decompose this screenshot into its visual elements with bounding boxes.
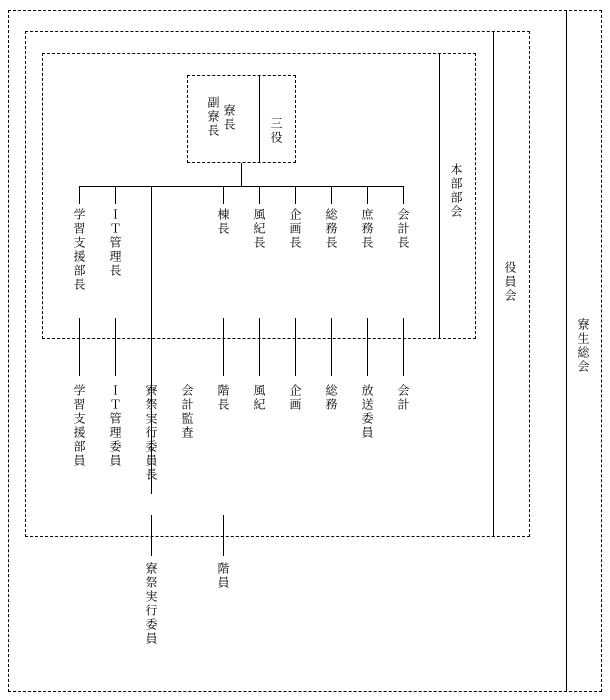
drop-planning: [295, 186, 296, 204]
hq-member: 会計長: [396, 208, 410, 250]
floor-member: 階員: [216, 562, 230, 590]
dorm-leader-label: 寮長: [222, 104, 236, 132]
officer: ＩＴ管理委員: [108, 384, 122, 468]
general-assembly-label: 寮生総会: [576, 318, 590, 374]
link-festival-member: [151, 515, 152, 556]
drop-general: [331, 186, 332, 204]
branch-bar: [79, 186, 403, 187]
officer: 風紀: [252, 384, 266, 412]
officer: 寮祭実行委員長: [144, 384, 158, 482]
link-general: [331, 318, 332, 376]
hq-member: 企画長: [288, 208, 302, 250]
hq-member: 学習支援部長: [72, 208, 86, 292]
link-it: [115, 318, 116, 376]
drop-accounting: [403, 186, 404, 204]
link-study: [79, 318, 80, 376]
hq-meeting-divider: [439, 53, 440, 339]
officers-meeting-label: 役員会: [503, 261, 517, 303]
hq-member: 総務長: [324, 208, 338, 250]
hq-member: 庶務長: [360, 208, 374, 250]
general-assembly-divider: [566, 10, 567, 692]
officers-meeting-divider: [493, 31, 494, 537]
officer: 階長: [216, 384, 230, 412]
link-accounting: [403, 318, 404, 376]
officer: 放送委員: [360, 384, 374, 440]
drop-affairs: [367, 186, 368, 204]
link-affairs: [367, 318, 368, 376]
hq-member: 風紀長: [252, 208, 266, 250]
hq-member: ＩＴ管理長: [108, 208, 122, 278]
three-roles-label: 三役: [269, 117, 283, 145]
officer: 総務: [324, 384, 338, 412]
drop-discipline: [259, 186, 260, 204]
hq-meeting-label: 本部部会: [449, 163, 463, 219]
leadership-divider: [259, 75, 260, 163]
officer: 会計監査: [180, 384, 194, 440]
link-floor-member: [223, 515, 224, 556]
link-planning: [295, 318, 296, 376]
drop-it: [115, 186, 116, 204]
trunk-connector: [241, 163, 242, 186]
drop-building: [223, 186, 224, 204]
officer: 学習支援部員: [72, 384, 86, 468]
link-discipline: [259, 318, 260, 376]
officer: 企画: [288, 384, 302, 412]
drop-study: [79, 186, 80, 204]
festival-committee-member: 寮祭実行委員: [144, 562, 158, 646]
link-building: [223, 318, 224, 376]
officer: 会計: [396, 384, 410, 412]
hq-member: 棟長: [216, 208, 230, 236]
vice-leader-label: 副寮長: [206, 96, 220, 138]
